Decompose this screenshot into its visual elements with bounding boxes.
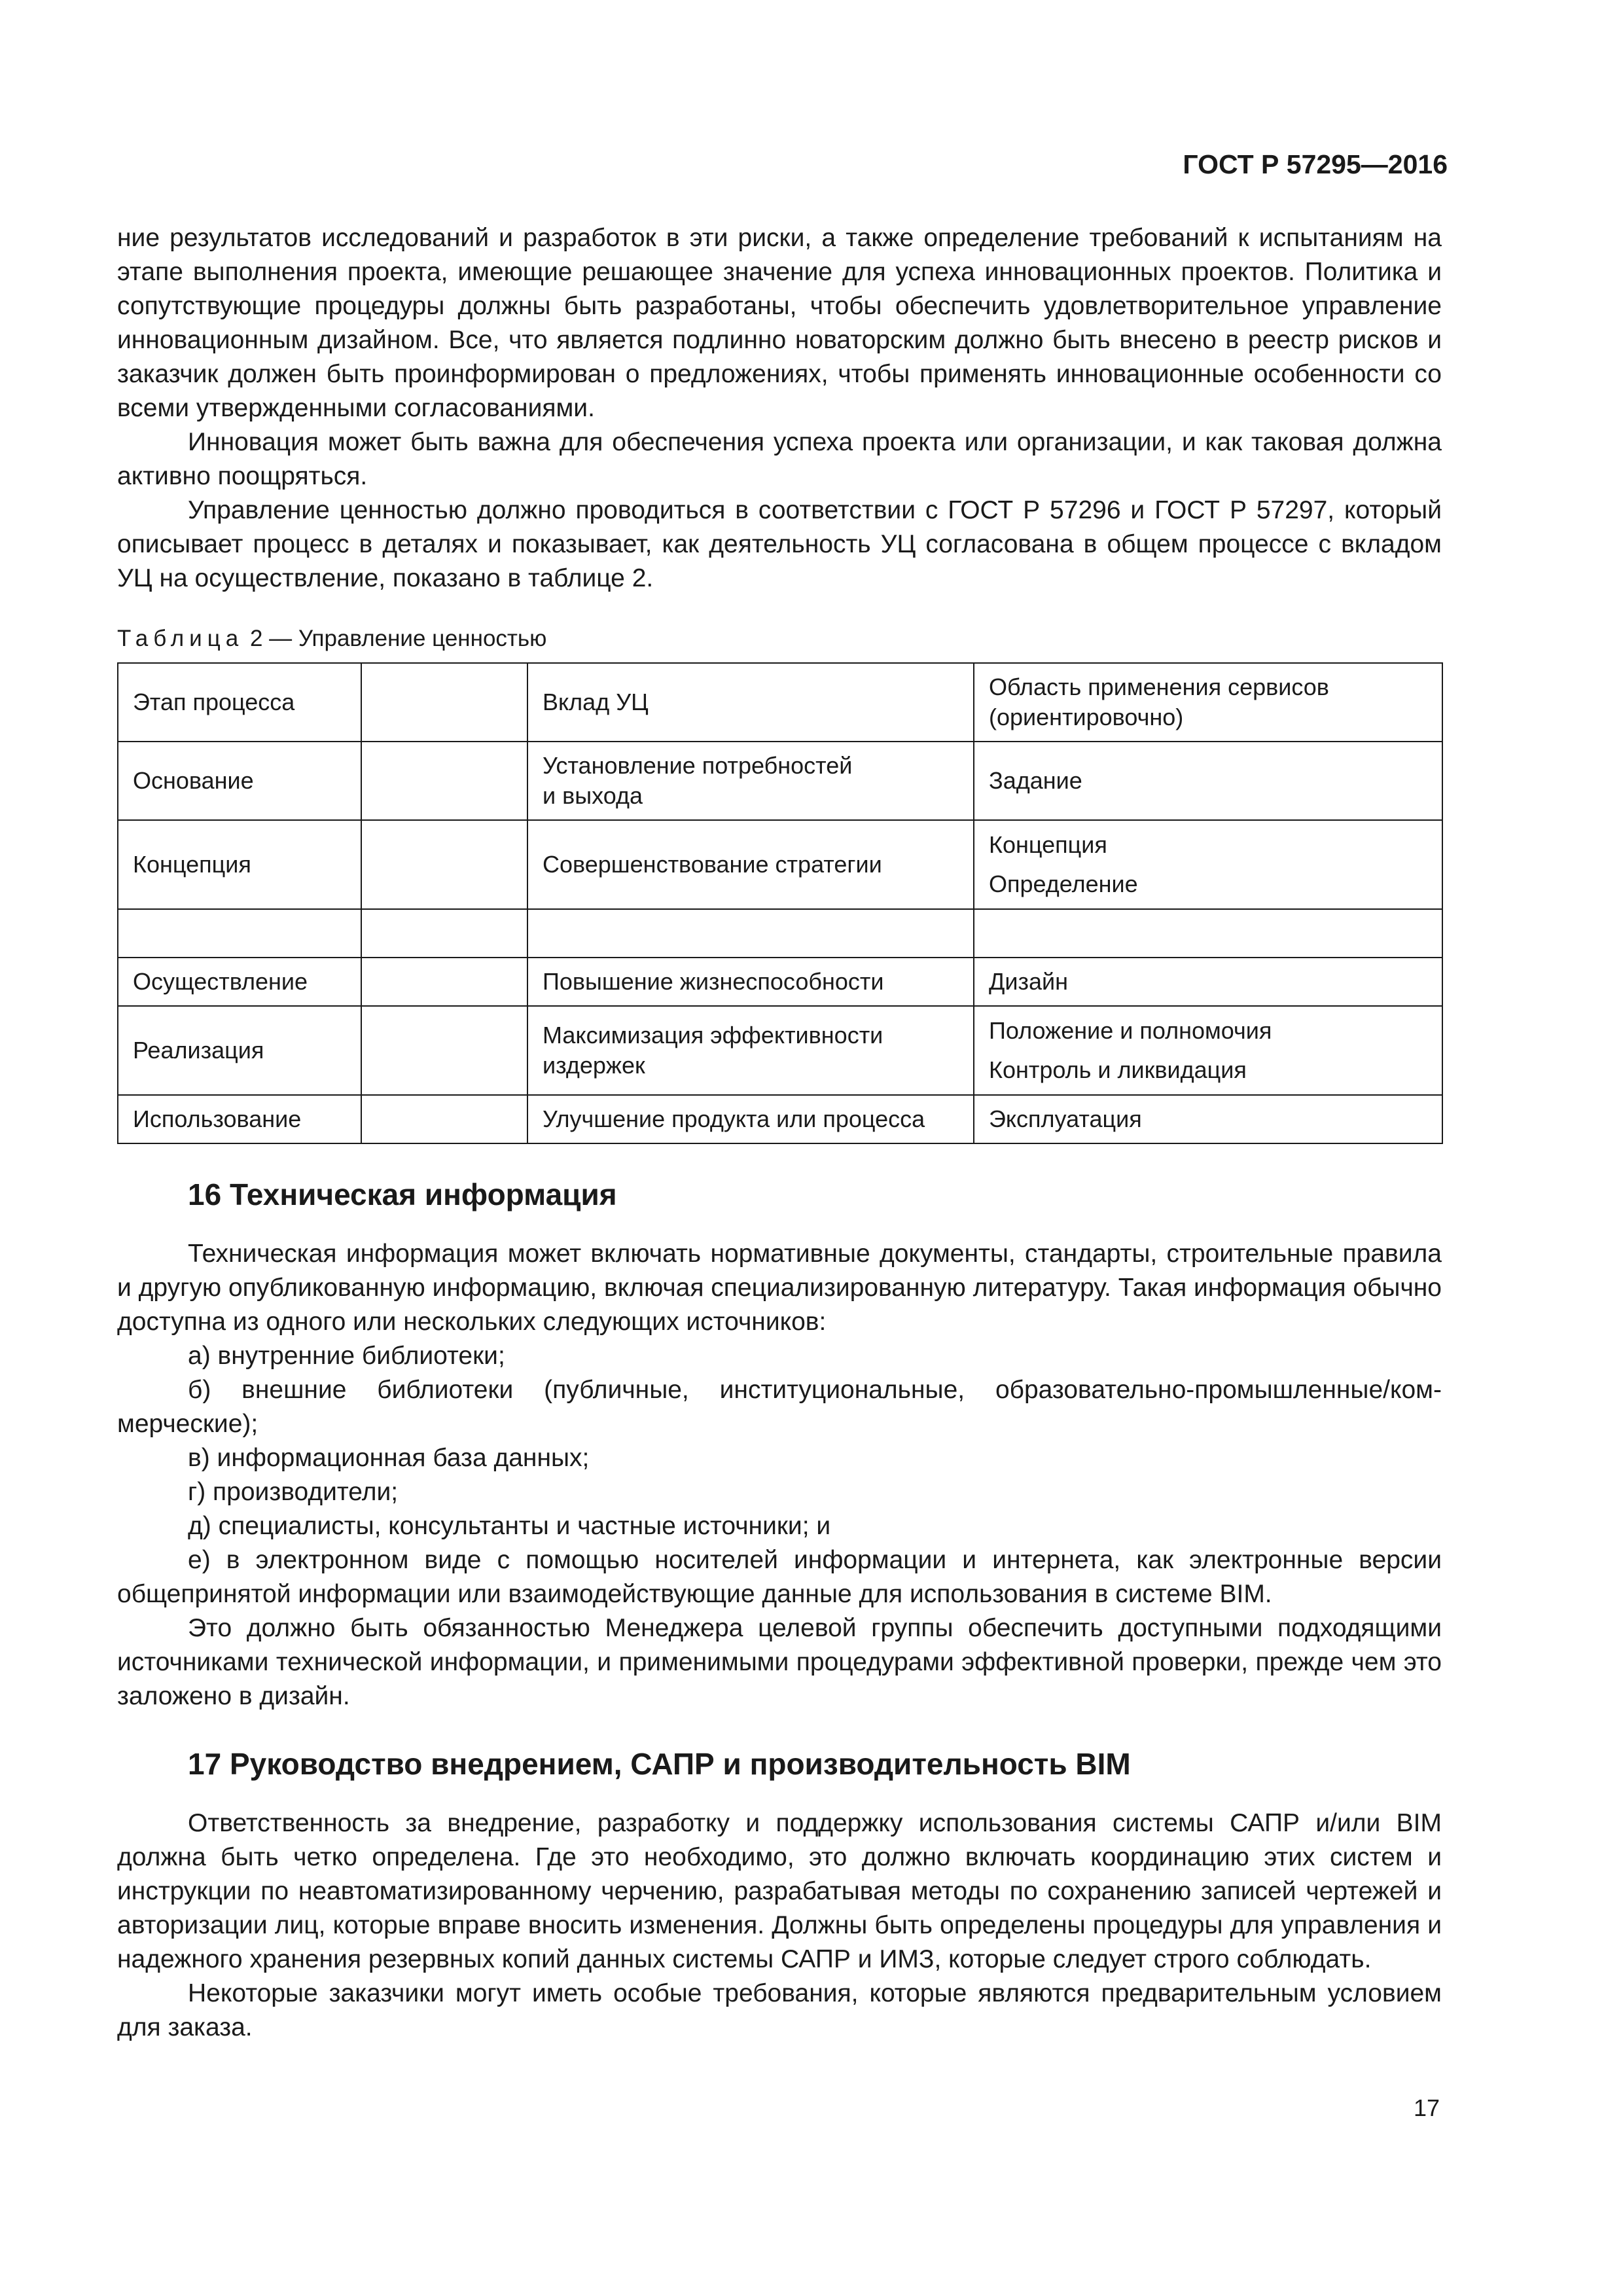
table-cell-empty: [361, 820, 527, 909]
section-17-paragraph-2: Некоторые заказчики могут иметь особые требования, которые являются предварительным условием для заказа.: [117, 1979, 1442, 2041]
table-header-row: [118, 663, 1442, 742]
list-item: г) производители;: [188, 1478, 399, 1506]
table-cell-contribution: [527, 1006, 974, 1095]
list-item: е) в электронном виде с помощью носителей информации и интернета, как электронные версии общепринятой информации или взаимодействующие данные для использования в системе BIM.: [117, 1546, 1442, 1608]
header-cell-stage: Этап процесса: [118, 663, 361, 742]
header-cell-contribution: Вклад УЦ: [527, 663, 974, 742]
list-item: д) специалисты, консультанты и частные источники; и: [188, 1512, 831, 1540]
table-cell-contribution: Повышение жизнеспособности: [527, 958, 974, 1006]
list-item: б) внешние библиотеки (публичные, институциональные, образовательно-промышленные/коммерческие);: [117, 1376, 1442, 1438]
table-caption-label: Таблица: [117, 626, 244, 651]
table-caption-title: 2 — Управление ценностью: [243, 626, 547, 651]
header-cell-scope: [974, 663, 1442, 742]
document-body: [117, 221, 1442, 2045]
cell-line: Положение и полномочия: [989, 1017, 1272, 1044]
cell-line: Определение: [989, 870, 1138, 897]
table-row: [118, 1095, 1442, 1143]
table-row: [118, 742, 1442, 820]
header-cell-empty: [361, 663, 527, 742]
table-row: [118, 820, 1442, 909]
cell-line: Задание: [989, 767, 1082, 794]
table-cell-empty: [361, 958, 527, 1006]
table-row: [118, 958, 1442, 1006]
table-cell-empty: [361, 742, 527, 820]
section-17-title: 17 Руководство внедрением, САПР и производительность BIM: [188, 1747, 1131, 1781]
cell-line: Установление потребностей: [543, 752, 853, 779]
section-16-paragraph-2: Это должно быть обязанностью Менеджера целевой группы обеспечить доступными подходящими источниками технической информации, и применимыми процедурами эффективной проверки, прежде чем это заложено в дизайн.: [117, 1614, 1442, 1710]
table-cell-scope: [974, 909, 1442, 958]
table-cell-contribution: [527, 909, 974, 958]
intro-paragraph-3: Управление ценностью должно проводиться в соответствии с ГОСТ Р 57296 и ГОСТ Р 57297, который описывает процесс в деталях и показывает, как деятельность УЦ согласована в общем процессе с вкладом УЦ на осуществление, показано в таблице 2.: [117, 496, 1442, 592]
table-cell-stage: Использование: [118, 1095, 361, 1143]
page-number: 17: [1413, 2094, 1440, 2121]
table-cell-empty: [361, 909, 527, 958]
table-cell-stage: Концепция: [118, 820, 361, 909]
header-cell-scope-line-2: (ориентировочно): [989, 704, 1184, 730]
value-management-table: [117, 662, 1443, 1144]
cell-line: Контроль и ликвидация: [989, 1056, 1247, 1083]
cell-line: издержек: [543, 1052, 645, 1079]
table-caption: [117, 626, 1442, 652]
cell-line: Совершенствование стратегии: [543, 851, 882, 878]
header-cell-scope-line-1: Область применения сервисов: [989, 673, 1329, 700]
list-item: а) внутренние библиотеки;: [188, 1342, 505, 1370]
table-cell-empty: [361, 1006, 527, 1095]
table-cell-stage: Осуществление: [118, 958, 361, 1006]
intro-paragraph-2: Инновация может быть важна для обеспечения успеха проекта или организации, и как таковая должна активно поощряться.: [117, 428, 1442, 490]
cell-line: Концепция: [989, 831, 1107, 858]
table-cell-scope: Дизайн: [974, 958, 1442, 1006]
cell-line: и выхода: [543, 782, 643, 809]
section-17-paragraph-1: Ответственность за внедрение, разработку и поддержку использования системы САПР и/или BIM должна быть четко определена. Где это необходимо, это должно включать координацию этих систем и инструкции по неавтоматизированному черчению, разрабатывая методы по сохранению записей чертежей и авторизации лиц, которые вправе вносить изменения. Должны быть определены процедуры для управления и надежного хранения резервных копий данных системы САПР и ИМЗ, которые следует строго соблюдать.: [117, 1809, 1442, 1973]
table-cell-stage: [118, 909, 361, 958]
table-cell-stage: Реализация: [118, 1006, 361, 1095]
cell-line: Максимизация эффективности: [543, 1022, 883, 1049]
table-cell-contribution: [527, 742, 974, 820]
table-cell-scope: [974, 1006, 1442, 1095]
table-cell-scope: [974, 742, 1442, 820]
section-16-paragraph-1: Техническая информация может включать нормативные документы, стандарты, строительные правила и другую опубликованную информацию, включая специализированную литературу. Такая информация обычно доступна из одного или нескольких следующих источников:: [117, 1240, 1442, 1336]
table-cell-contribution: Улучшение продукта или процесса: [527, 1095, 974, 1143]
table-cell-scope: Эксплуатация: [974, 1095, 1442, 1143]
table-cell-stage: Основание: [118, 742, 361, 820]
table-row: [118, 1006, 1442, 1095]
table-cell-scope: [974, 820, 1442, 909]
table-cell-empty: [361, 1095, 527, 1143]
document-header: ГОСТ Р 57295—2016: [1183, 149, 1448, 179]
table-row-empty: [118, 909, 1442, 958]
section-16-title: 16 Техническая информация: [188, 1177, 617, 1211]
intro-paragraph-1: ние результатов исследований и разработок в эти риски, а также определение требований к испытаниям на этапе выполнения проекта, имеющие решающее значение для успеха инновационных проектов. Политика и сопутствующие процедуры должны быть разработаны, чтобы обеспечить удовлетворительное управление инновационным дизайном. Все, что является подлинно новаторским должно быть внесено в реестр рисков и заказчик должен быть проинформирован о предложениях, чтобы применять инновационные особенности со всеми утвержденными согласованиями.: [117, 224, 1442, 422]
table-cell-contribution: [527, 820, 974, 909]
list-item: в) информационная база данных;: [188, 1444, 590, 1472]
